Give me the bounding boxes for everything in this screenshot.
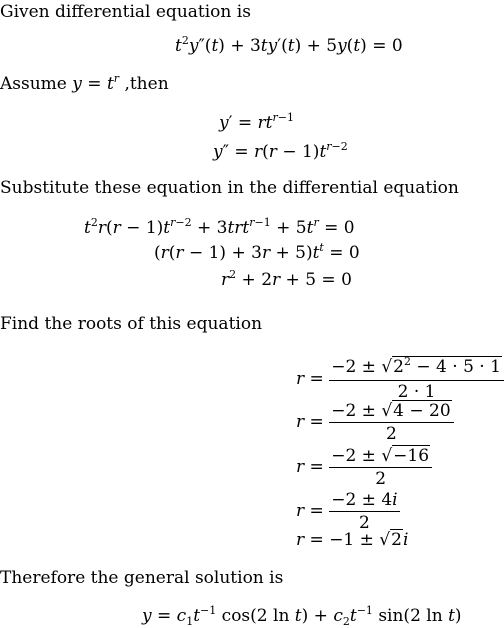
root-step-4: r = $\frac{-2 \pm 4i}{2}$	[296, 490, 398, 533]
root-step-3: r = $\frac{-2 \pm √-16}{2}$	[296, 446, 432, 489]
characteristic-equation: $r^2 + 2r + 5 = 0$	[221, 268, 352, 290]
root-step-1: r = $\frac{-2 \pm √2^2 - 4 \cdot 5 \cdot 1}{2 \cdot 1}$	[296, 357, 504, 402]
find-roots-text: Find the roots of this equation	[0, 314, 263, 334]
assume-line: Assume $y = t^r$ ,then	[0, 72, 169, 94]
root-step-2: r = $\frac{-2 \pm √4 - 20}{2}$	[296, 401, 454, 444]
general-solution: $y = c_1t^{-1}$ cos(2 $\ln t) + c_2t^{-1}$ sin(2 ln t)	[142, 604, 462, 628]
substitute-text: Substitute these equation in the differential equation	[0, 178, 459, 198]
intro-text: Given differential equation is	[0, 2, 251, 22]
differential-equation: $t^2y''(t) + 3ty'(t) + 5y(t) = 0$	[175, 34, 403, 56]
root-result: r = −1 ± √2i	[296, 530, 409, 550]
substituted-equation: $t^2r(r - 1)t^{r-2} + 3trt^{r-1} + 5t^r = 0$	[84, 216, 355, 238]
second-derivative: $y'' = r(r - 1)t^{r-2}$	[213, 140, 348, 162]
factored-equation: $(r(r - 1) + 3r + 5)t^t = 0$	[154, 241, 360, 263]
first-derivative: $y' = rt^{r-1}$	[219, 111, 294, 133]
therefore-text: Therefore the general solution is	[0, 568, 284, 588]
